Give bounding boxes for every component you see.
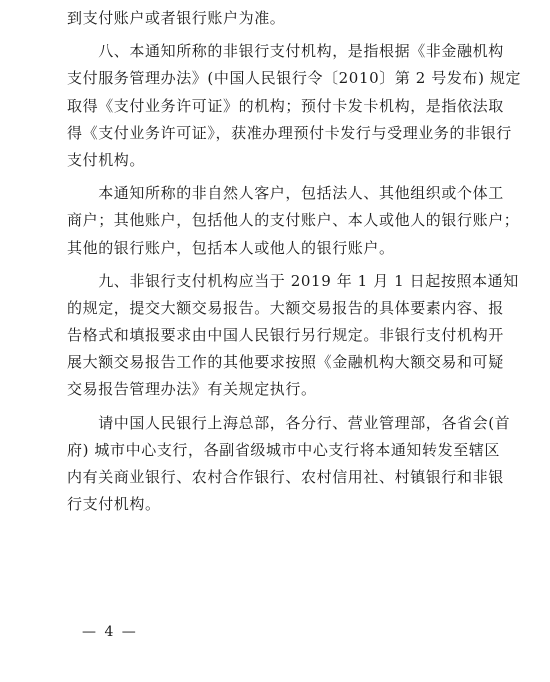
paragraph-distribution bbox=[67, 410, 511, 519]
paragraph-definitions bbox=[67, 180, 520, 262]
text-line: 九、非银行支付机构应当于 2019 年 1 月 1 日起按照本通知 bbox=[67, 271, 519, 290]
document-body bbox=[67, 5, 522, 524]
text-line: 行支付机构。 bbox=[67, 495, 161, 514]
text-line: 的规定，提交大额交易报告。大额交易报告的具体要素内容、报 bbox=[67, 298, 504, 317]
text-line: 得《支付业务许可证》，获准办理预付卡发行与受理业务的非银行 bbox=[67, 123, 512, 142]
text-line: 商户；其他账户，包括他人的支付账户、本人或他人的银行账户； bbox=[67, 211, 520, 230]
text-line: 告格式和填报要求由中国人民银行另行规定。非银行支付机构开 bbox=[67, 326, 504, 345]
text-line: 请中国人民银行上海总部，各分行、营业管理部，各省会(首 bbox=[67, 413, 511, 432]
text-line: 其他的银行账户，包括本人或他人的银行账户。 bbox=[67, 238, 395, 257]
text-line: 展大额交易报告工作的其他要求按照《金融机构大额交易和可疑 bbox=[67, 353, 504, 372]
paragraph-article-8 bbox=[67, 38, 522, 174]
text-line: 内有关商业银行、农村合作银行、农村信用社、村镇银行和非银 bbox=[67, 468, 504, 486]
text-line: 府) 城市中心支行，各副省级城市中心支行将本通知转发至辖区 bbox=[67, 440, 501, 459]
page-number: — 4 — bbox=[82, 624, 138, 640]
text-line: 本通知所称的非自然人客户，包括法人、其他组织或个体工 bbox=[67, 184, 504, 203]
paragraph-article-9 bbox=[67, 268, 519, 404]
text-line: 到支付账户或者银行账户为准。 bbox=[67, 9, 286, 27]
text-line: 支付机构。 bbox=[67, 150, 146, 169]
text-line: 八、本通知所称的非银行支付机构，是指根据《非金融机构 bbox=[67, 42, 504, 61]
text-line: 支付服务管理办法》(中国人民银行令〔2010〕第 2 号发布) 规定 bbox=[67, 69, 522, 88]
paragraph-continuation bbox=[67, 5, 497, 32]
text-line: 取得《支付业务许可证》的机构；预付卡发卡机构，是指依法取 bbox=[67, 96, 504, 115]
text-line: 交易报告管理办法》有关规定执行。 bbox=[67, 380, 317, 399]
